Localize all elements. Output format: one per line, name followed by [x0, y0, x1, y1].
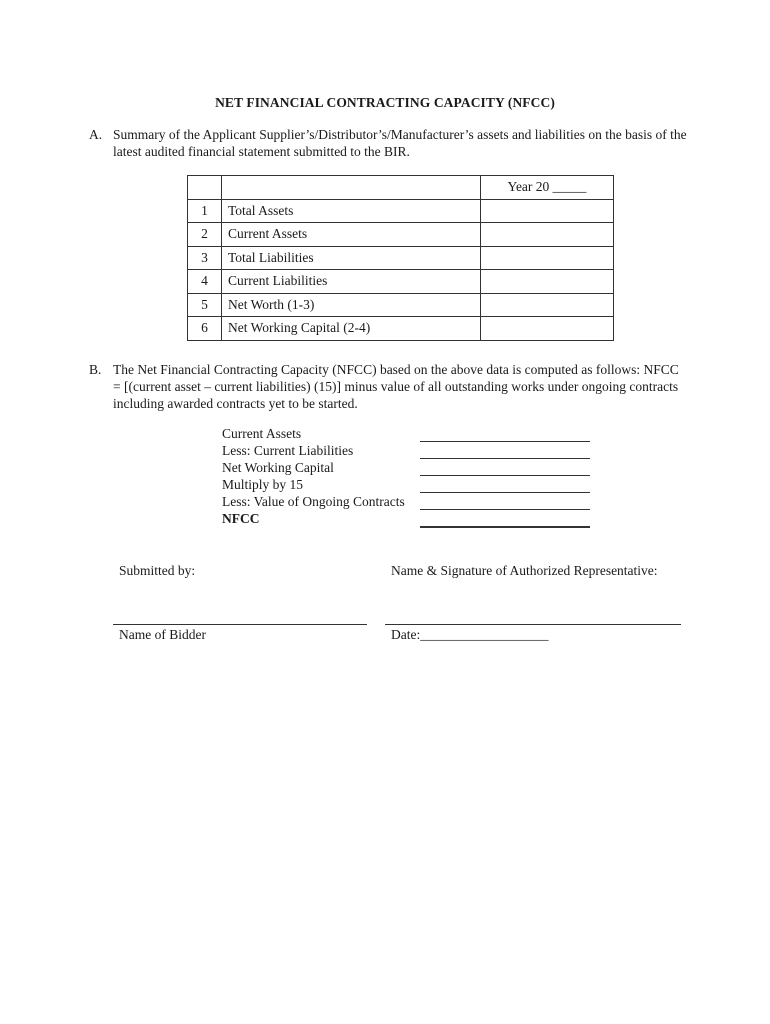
section-b-text: The Net Financial Contracting Capacity (NFCC) based on the above data is computed as follows: NFCC = [(current asset – current liabilities) (15)] minus value of all outstanding works under ongoing contracts including awarded contracts yet to be started. — [113, 362, 679, 411]
computation-label: Net Working Capital — [222, 460, 334, 475]
row-value-cell[interactable] — [481, 246, 614, 270]
assets-liabilities-table — [187, 175, 614, 341]
row-label: Total Liabilities — [222, 246, 481, 270]
computation-blank[interactable] — [420, 458, 590, 459]
computation-label: Current Assets — [222, 426, 302, 441]
row-label: Current Assets — [222, 223, 481, 247]
computation-label: Multiply by 15 — [222, 477, 304, 492]
name-of-bidder-label: Name of Bidder — [119, 627, 206, 642]
computation-blank[interactable] — [420, 492, 590, 493]
computation-row — [222, 494, 602, 511]
header-label-cell — [222, 176, 481, 200]
bidder-name-line[interactable] — [113, 624, 367, 625]
row-number: 4 — [188, 270, 222, 294]
table-row — [188, 317, 614, 341]
authorized-signature-line[interactable] — [385, 624, 681, 625]
table-row — [188, 223, 614, 247]
nfcc-computation — [222, 426, 602, 528]
row-label: Current Liabilities — [222, 270, 481, 294]
computation-row — [222, 460, 602, 477]
computation-row — [222, 477, 602, 494]
row-number: 5 — [188, 293, 222, 317]
section-a-marker: A. — [89, 127, 103, 142]
computation-blank[interactable] — [420, 509, 590, 510]
section-b-marker: B. — [89, 362, 102, 377]
table-row — [188, 246, 614, 270]
row-label: Total Assets — [222, 199, 481, 223]
row-label: Net Worth (1-3) — [222, 293, 481, 317]
computation-row — [222, 443, 602, 460]
authorized-rep-label: Name & Signature of Authorized Representative: — [391, 563, 658, 578]
header-num-cell — [188, 176, 222, 200]
table-header-row — [188, 176, 614, 200]
date-field[interactable]: Date:___________________ — [391, 627, 549, 642]
row-value-cell[interactable] — [481, 317, 614, 341]
nfcc-total-label: NFCC — [222, 511, 260, 526]
computation-blank[interactable] — [420, 475, 590, 476]
row-label: Net Working Capital (2-4) — [222, 317, 481, 341]
row-number: 1 — [188, 199, 222, 223]
table-row — [188, 293, 614, 317]
computation-total-row — [222, 511, 602, 528]
computation-label: Less: Current Liabilities — [222, 443, 354, 458]
row-value-cell[interactable] — [481, 270, 614, 294]
year-header: Year 20 _____ — [481, 176, 614, 200]
section-a-text: Summary of the Applicant Supplier’s/Distributor’s/Manufacturer’s assets and liabilities on the basis of the latest audited financial statement submitted to the BIR. — [113, 127, 687, 159]
row-value-cell[interactable] — [481, 223, 614, 247]
page-title: NET FINANCIAL CONTRACTING CAPACITY (NFCC) — [215, 95, 555, 110]
row-number: 3 — [188, 246, 222, 270]
nfcc-total-blank[interactable] — [420, 526, 590, 528]
row-number: 2 — [188, 223, 222, 247]
computation-label: Less: Value of Ongoing Contracts — [222, 494, 405, 509]
table-row — [188, 270, 614, 294]
submitted-by-label: Submitted by: — [119, 563, 196, 578]
computation-blank[interactable] — [420, 441, 590, 442]
row-value-cell[interactable] — [481, 199, 614, 223]
computation-row — [222, 426, 602, 443]
table-row — [188, 199, 614, 223]
row-number: 6 — [188, 317, 222, 341]
row-value-cell[interactable] — [481, 293, 614, 317]
